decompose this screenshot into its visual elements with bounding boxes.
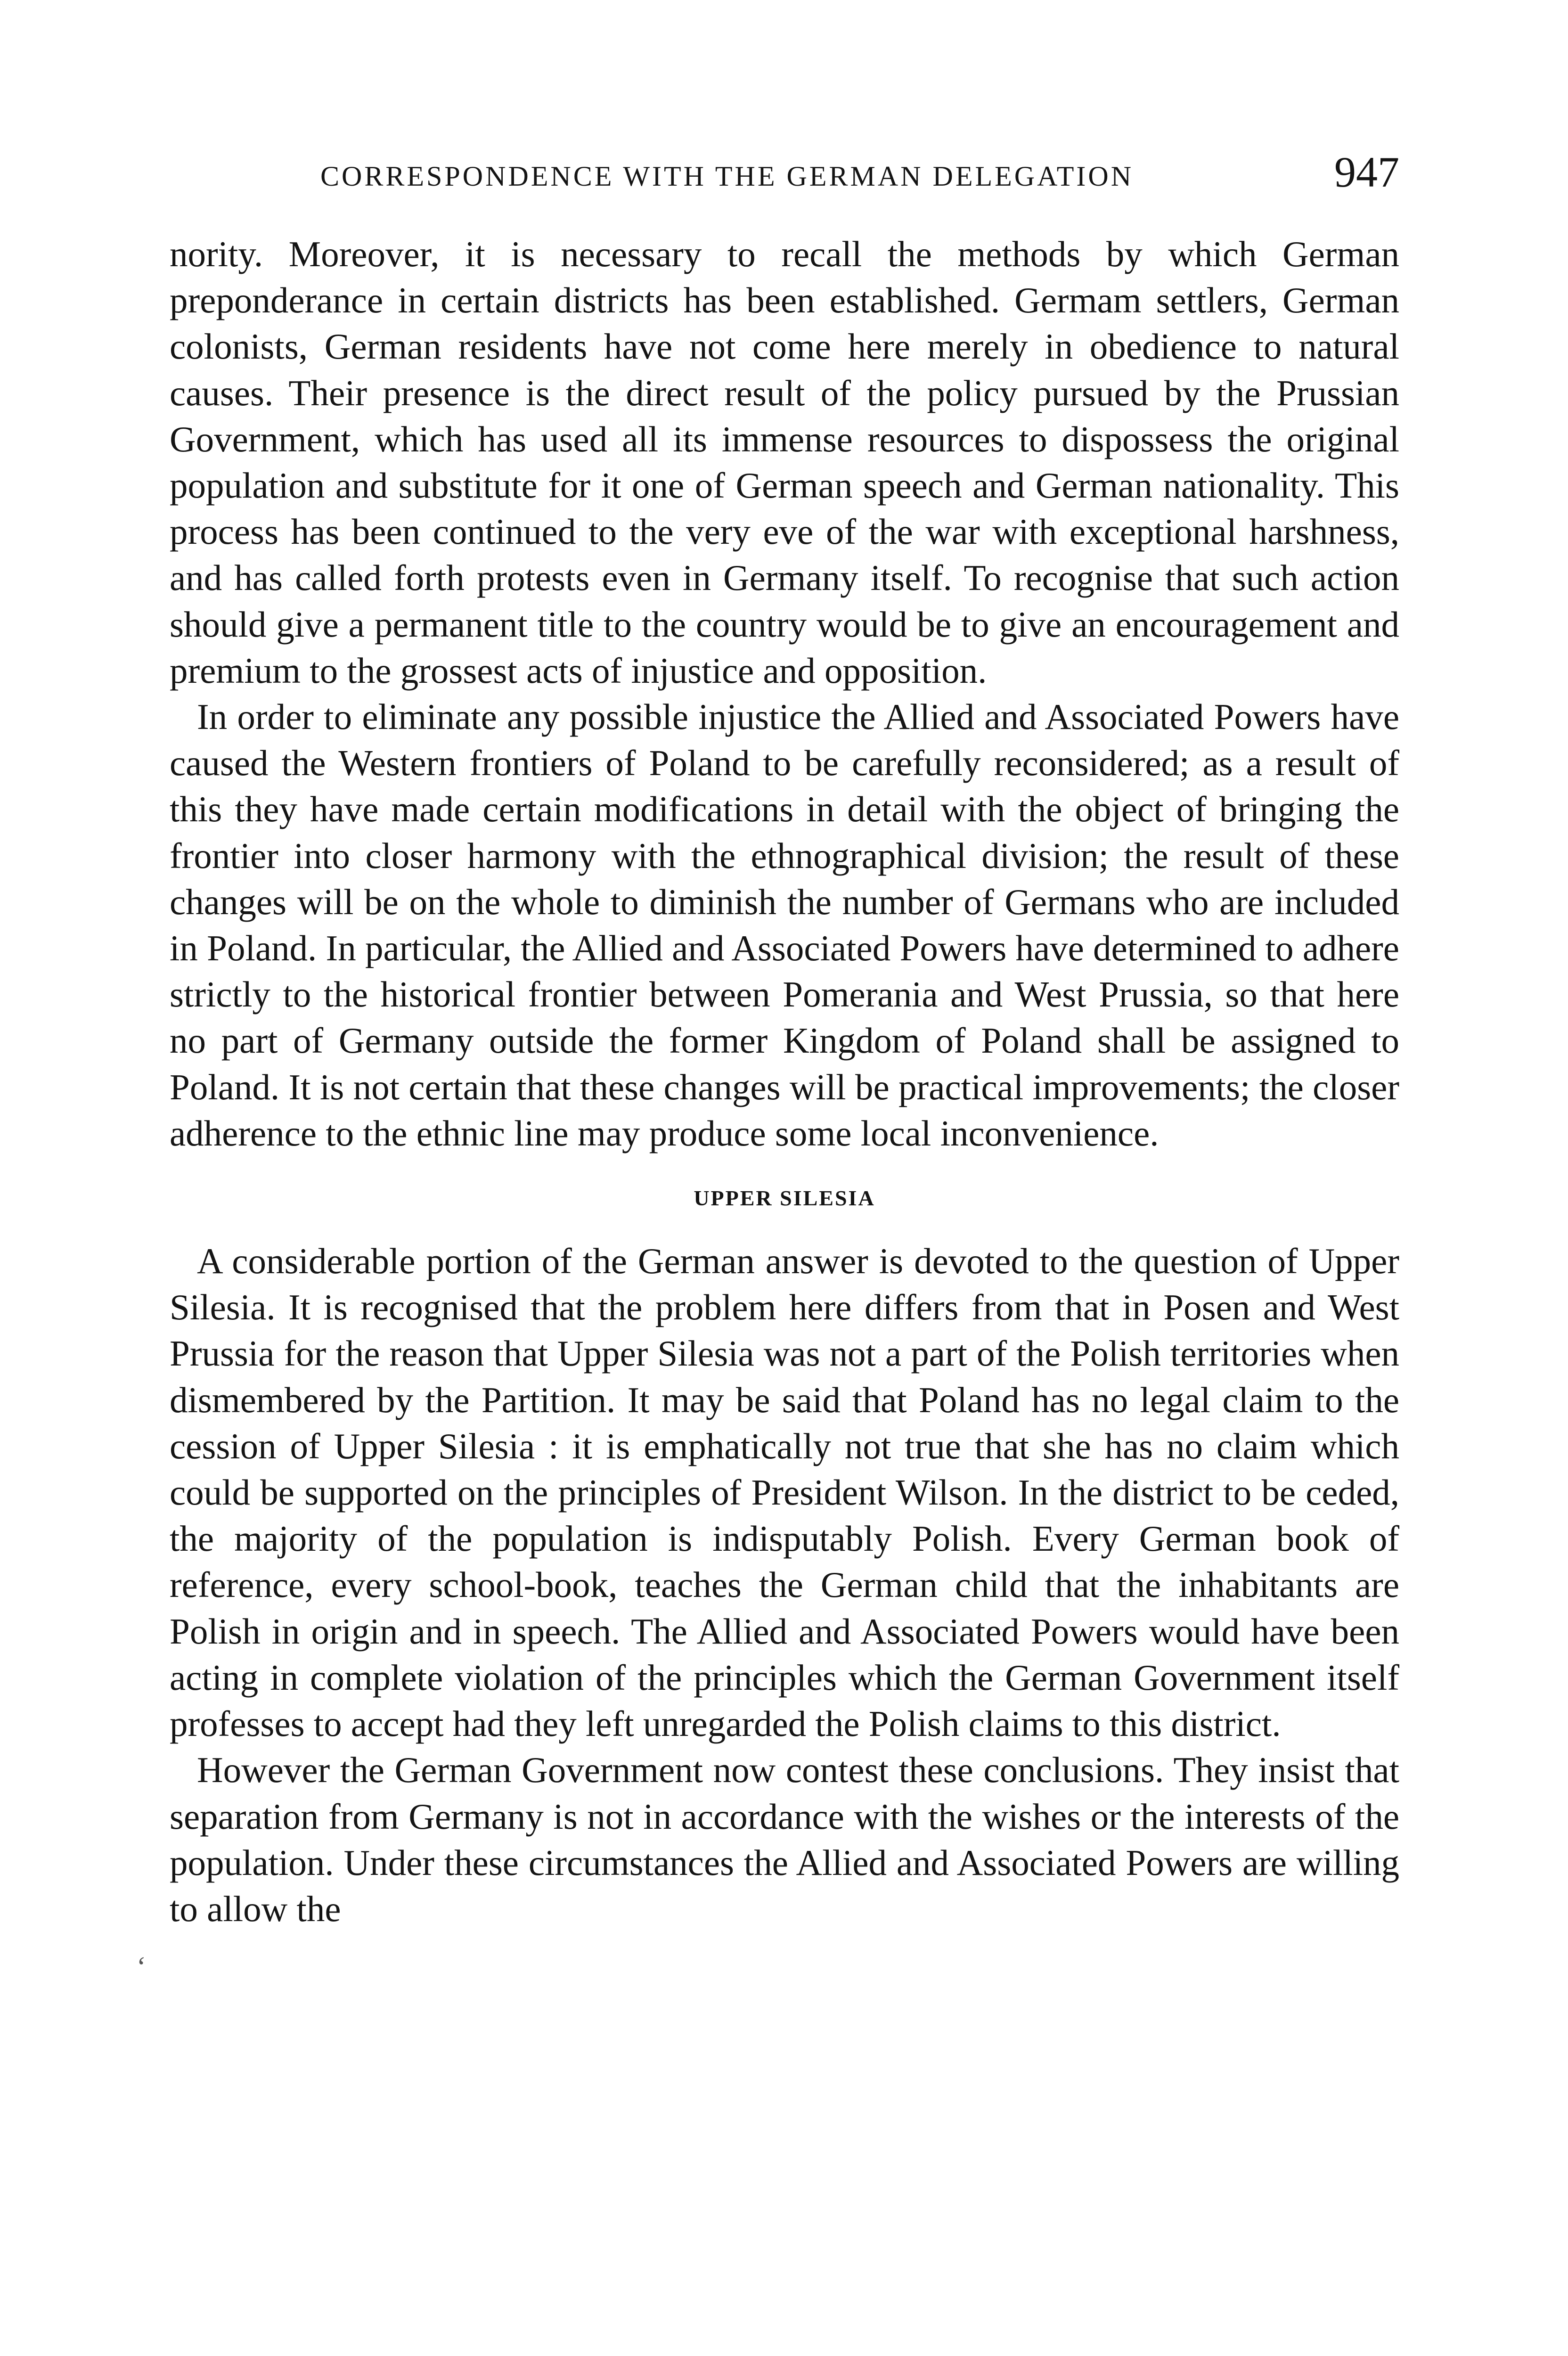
margin-tick-mark: ‘ — [137, 1951, 146, 1982]
page-number: 947 — [1334, 148, 1399, 196]
paragraph-3: A considerable portion of the German answer is devoted to the question of Upper Silesia. It is recognised that the problem here differs from that in Posen and West Prussia for the reason that Upper Silesia was not a part of the Polish territories when dismembered by the Partition. It may be said that Poland has no legal claim to the cession of Upper Silesia : it is emphatically not true that she has no claim which could be supported on the principles of President Wilson. In the district to be ceded, the majority of the population is indisputably Polish. Every German book of reference, every school-book, teaches the German child that the inhabitants are Polish in origin and in speech. The Allied and Associated Powers would have been acting in complete violation of the principles which the German Government itself professes to accept had they left unregarded the Polish claims to this district. — [170, 1241, 1399, 1744]
paragraph-4: However the German Government now contest these conclusions. They insist that separation from Germany is not in accordance with the wishes or the interests of the population. Under these circumstances the Allied and Associated Powers are willing to allow the — [170, 1750, 1399, 1929]
running-title: CORRESPONDENCE WITH THE GERMAN DELEGATION — [320, 161, 1134, 192]
section-heading: UPPER SILESIA — [694, 1186, 875, 1211]
running-header — [170, 141, 1399, 212]
paragraph-2: In order to eliminate any possible injustice the Allied and Associated Powers have caused the Western frontiers of Poland to be carefully reconsidered; as a result of this they have made certain modifications in detail with the object of bringing the frontier into closer harmony with the ethnographical division; the result of these changes will be on the whole to diminish the number of Germans who are included in Poland. In particular, the Allied and Associated Powers have determined to adhere strictly to the historical frontier between Pomerania and West Prussia, so that here no part of Germany outside the former Kingdom of Poland shall be assigned to Poland. It is not certain that these changes will be practical improvements; the closer adherence to the ethnic line may produce some local inconvenience. — [170, 696, 1399, 1153]
body-text — [170, 231, 1399, 1932]
paragraph-1: nority. Moreover, it is necessary to recall the methods by which German preponderance in certain districts has been established. Germam settlers, German colonists, German residents have not come here merely in obedience to natural causes. Their presence is the direct result of the policy pursued by the Prussian Government, which has used all its immense resources to dispossess the original population and substitute for it one of German speech and German nationality. This process has been continued to the very eve of the war with exceptional harshness, and has called forth protests even in Germany itself. To recognise that such action should give a permanent title to the country would be to give an encouragement and premium to the grossest acts of injustice and opposition. — [170, 234, 1399, 691]
